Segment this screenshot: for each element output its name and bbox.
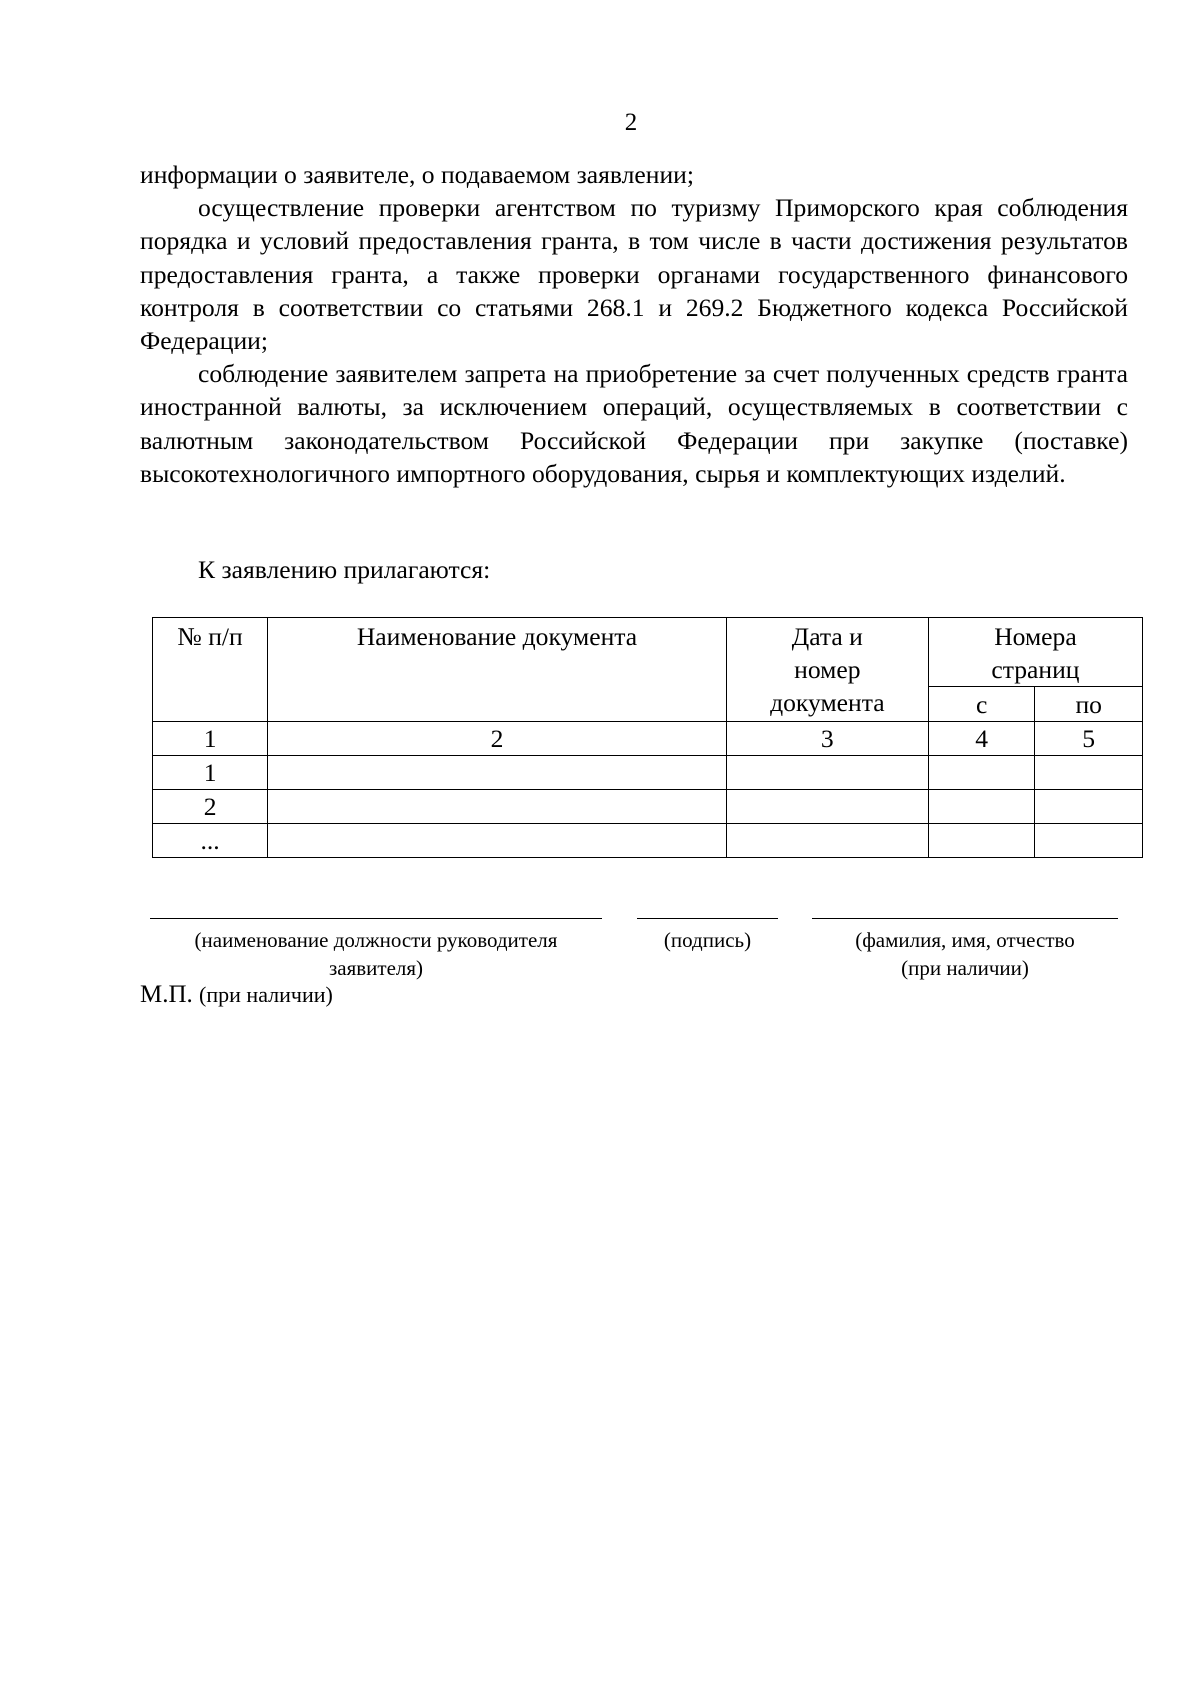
position-signature-line [150, 918, 602, 919]
header-date-line-3: документа [770, 688, 885, 717]
table-header-row [153, 618, 1143, 687]
paragraph-2: осуществление проверки агентством по туризму Приморского края соблюдения порядка и условий предоставления гранта, в том числе в части достижения результатов предоставления гранта, а также проверки органами государственного финансового контроля в соответствии со статьями 268.1 и 269.2 Бюджетного кодекса Российской Федерации; [140, 193, 1128, 356]
table-cell [1035, 824, 1143, 858]
position-caption-line-1: (наименование должности руководителя [194, 928, 558, 952]
header-num: № п/п [153, 618, 268, 722]
stamp-qualifier: (при наличии) [199, 982, 333, 1007]
table-cell [928, 790, 1034, 824]
attachments-label: К заявлению прилагаются: [198, 555, 491, 584]
column-number: 5 [1035, 722, 1143, 756]
sign-caption [637, 926, 778, 954]
column-number: 1 [153, 722, 268, 756]
header-page-from: с [928, 687, 1034, 722]
table-cell [928, 756, 1034, 790]
table-cell [726, 756, 928, 790]
header-page-to: по [1035, 687, 1143, 722]
table-cell [1035, 756, 1143, 790]
paragraph-1: информации о заявителе, о подаваемом заявлении; [140, 160, 694, 189]
name-caption [812, 926, 1118, 982]
name-signature-line [812, 918, 1118, 919]
header-date-line-2: номер [794, 655, 861, 684]
table-cell [268, 756, 727, 790]
stamp-label: М.П. [140, 981, 193, 1008]
paragraph-3: соблюдение заявителем запрета на приобретение за счет полученных средств гранта иностранной валюты, за исключением операций, осуществляемых в соответствии с валютным законодательством Российской Федерации при закупке (поставке) высокотехнологичного импортного оборудования, сырья и комплектующих изделий. [140, 359, 1128, 488]
sign-signature-line [637, 918, 778, 919]
attachments-table [152, 617, 1143, 858]
column-number: 3 [726, 722, 928, 756]
name-caption-line-1: (фамилия, имя, отчество [855, 928, 1075, 952]
stamp-note [140, 980, 333, 1010]
table-cell [928, 824, 1034, 858]
table-cell [1035, 790, 1143, 824]
position-caption-line-2: заявителя) [328, 956, 424, 980]
table-row [153, 756, 1143, 790]
header-pages-line-2: страниц [991, 655, 1080, 684]
column-number: 4 [928, 722, 1034, 756]
table-cell: 2 [153, 790, 268, 824]
table-cell [268, 824, 727, 858]
header-date-number [726, 618, 928, 722]
body-text [140, 158, 1128, 490]
table-cell: 1 [153, 756, 268, 790]
sign-caption-line-1: (подпись) [663, 928, 752, 952]
header-date-line-1: Дата и [791, 622, 863, 651]
page-number: 2 [624, 109, 638, 136]
table-cell [726, 824, 928, 858]
header-pages-line-1: Номера [994, 622, 1077, 651]
header-page-numbers [928, 618, 1142, 687]
table-column-numbers-row [153, 722, 1143, 756]
table-cell: ... [153, 824, 268, 858]
table-cell [268, 790, 727, 824]
column-number: 2 [268, 722, 727, 756]
table-row [153, 824, 1143, 858]
position-caption [150, 926, 602, 982]
header-doc-name: Наименование документа [268, 618, 727, 722]
table-row [153, 790, 1143, 824]
table-cell [726, 790, 928, 824]
name-caption-line-2: (при наличии) [901, 956, 1029, 980]
